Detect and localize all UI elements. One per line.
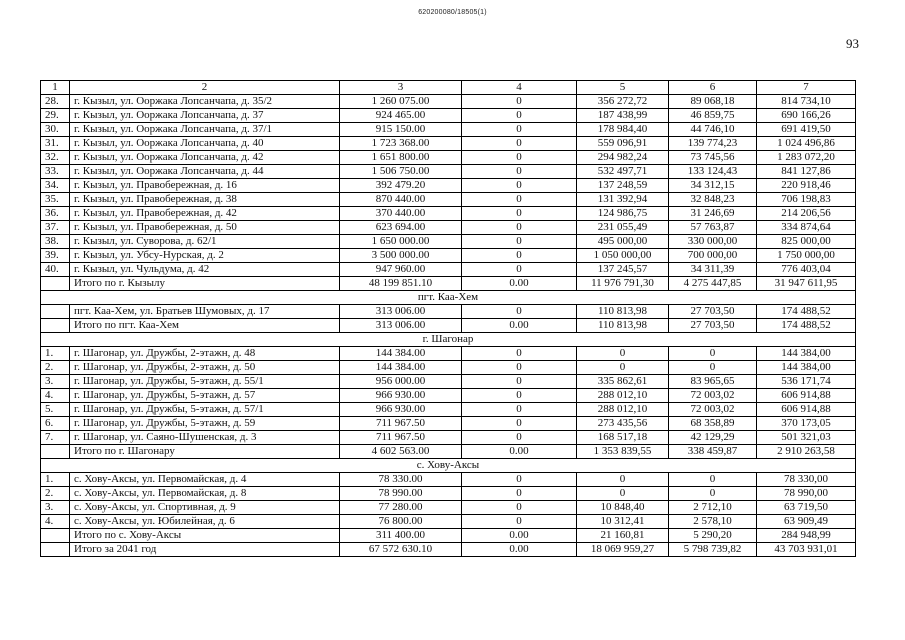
cell-region-share: 0 bbox=[577, 473, 669, 487]
column-header: 3 bbox=[340, 81, 462, 95]
cell-total-cost: 966 930.00 bbox=[340, 403, 462, 417]
cell-address: с. Хову-Аксы, ул. Спортивная, д. 9 bbox=[70, 501, 340, 515]
cell-owners-share: 776 403,04 bbox=[757, 263, 856, 277]
cell-address: г. Кызыл, ул. Суворова, д. 62/1 bbox=[70, 235, 340, 249]
cell-address: г. Кызыл, ул. Ооржака Лопсанчапа, д. 44 bbox=[70, 165, 340, 179]
cell-municipal-share: 72 003,02 bbox=[669, 389, 757, 403]
cell-address: г. Шагонар, ул. Дружбы, 2-этажн, д. 50 bbox=[70, 361, 340, 375]
cell-region-share: 187 438,99 bbox=[577, 109, 669, 123]
cell-number: 5. bbox=[41, 403, 70, 417]
cell-fund-share: 0 bbox=[462, 235, 577, 249]
section-row bbox=[41, 333, 856, 347]
cell-fund-share: 0 bbox=[462, 305, 577, 319]
table-row bbox=[41, 95, 856, 109]
cell-total-cost: 3 500 000.00 bbox=[340, 249, 462, 263]
cell-owners-share: 690 166,26 bbox=[757, 109, 856, 123]
cell-fund-share: 0 bbox=[462, 417, 577, 431]
cell-total-cost: 924 465.00 bbox=[340, 109, 462, 123]
cell-address: Итого по г. Шагонару bbox=[70, 445, 340, 459]
table-row bbox=[41, 207, 856, 221]
table-row bbox=[41, 375, 856, 389]
cell-owners-share: 370 173,05 bbox=[757, 417, 856, 431]
cell-owners-share: 841 127,86 bbox=[757, 165, 856, 179]
cell-owners-share: 536 171,74 bbox=[757, 375, 856, 389]
cell-total-cost: 144 384.00 bbox=[340, 347, 462, 361]
cell-address: г. Шагонар, ул. Дружбы, 5-этажн, д. 55/1 bbox=[70, 375, 340, 389]
cell-fund-share: 0 bbox=[462, 109, 577, 123]
cell-region-share: 335 862,61 bbox=[577, 375, 669, 389]
cell-fund-share: 0 bbox=[462, 193, 577, 207]
cell-owners-share: 825 000,00 bbox=[757, 235, 856, 249]
cell-fund-share: 0.00 bbox=[462, 529, 577, 543]
cell-owners-share: 144 384,00 bbox=[757, 361, 856, 375]
cell-fund-share: 0 bbox=[462, 165, 577, 179]
cell-number: 30. bbox=[41, 123, 70, 137]
cell-region-share: 137 248,59 bbox=[577, 179, 669, 193]
cell-owners-share: 691 419,50 bbox=[757, 123, 856, 137]
cell-total-cost: 370 440.00 bbox=[340, 207, 462, 221]
cell-address: Итого за 2041 год bbox=[70, 543, 340, 557]
cell-municipal-share: 0 bbox=[669, 361, 757, 375]
cell-number bbox=[41, 445, 70, 459]
cell-municipal-share: 27 703,50 bbox=[669, 305, 757, 319]
cell-region-share: 168 517,18 bbox=[577, 431, 669, 445]
cell-address: г. Кызыл, ул. Убсу-Нурская, д. 2 bbox=[70, 249, 340, 263]
cell-region-share: 356 272,72 bbox=[577, 95, 669, 109]
table-row bbox=[41, 501, 856, 515]
page-number: 93 bbox=[846, 36, 859, 51]
cell-region-share: 1 050 000,00 bbox=[577, 249, 669, 263]
cell-region-share: 559 096,91 bbox=[577, 137, 669, 151]
cell-total-cost: 1 506 750.00 bbox=[340, 165, 462, 179]
cell-owners-share: 144 384,00 bbox=[757, 347, 856, 361]
cell-municipal-share: 338 459,87 bbox=[669, 445, 757, 459]
cell-fund-share: 0.00 bbox=[462, 445, 577, 459]
table-row bbox=[41, 179, 856, 193]
cell-address: г. Шагонар, ул. Саяно-Шушенская, д. 3 bbox=[70, 431, 340, 445]
cell-total-cost: 78 330.00 bbox=[340, 473, 462, 487]
cell-total-cost: 78 990.00 bbox=[340, 487, 462, 501]
cell-region-share: 288 012,10 bbox=[577, 403, 669, 417]
cell-number: 35. bbox=[41, 193, 70, 207]
cell-region-share: 11 976 791,30 bbox=[577, 277, 669, 291]
cell-owners-share: 63 719,50 bbox=[757, 501, 856, 515]
cell-region-share: 10 312,41 bbox=[577, 515, 669, 529]
total-row bbox=[41, 277, 856, 291]
cell-region-share: 131 392,94 bbox=[577, 193, 669, 207]
cell-fund-share: 0 bbox=[462, 95, 577, 109]
cell-number: 1. bbox=[41, 473, 70, 487]
cell-region-share: 231 055,49 bbox=[577, 221, 669, 235]
total-row bbox=[41, 543, 856, 557]
cell-number: 7. bbox=[41, 431, 70, 445]
cell-address: г. Кызыл, ул. Правобережная, д. 38 bbox=[70, 193, 340, 207]
table-row bbox=[41, 263, 856, 277]
cell-number: 2. bbox=[41, 361, 70, 375]
cell-number bbox=[41, 305, 70, 319]
cell-address: г. Кызыл, ул. Правобережная, д. 16 bbox=[70, 179, 340, 193]
total-row bbox=[41, 319, 856, 333]
cell-address: с. Хову-Аксы, ул. Юбилейная, д. 6 bbox=[70, 515, 340, 529]
cell-owners-share: 1 283 072,20 bbox=[757, 151, 856, 165]
cell-municipal-share: 4 275 447,85 bbox=[669, 277, 757, 291]
cell-owners-share: 606 914,88 bbox=[757, 403, 856, 417]
cell-owners-share: 174 488,52 bbox=[757, 305, 856, 319]
table-row bbox=[41, 249, 856, 263]
cell-address: г. Шагонар, ул. Дружбы, 5-этажн, д. 57 bbox=[70, 389, 340, 403]
cell-fund-share: 0 bbox=[462, 375, 577, 389]
cell-municipal-share: 68 358,89 bbox=[669, 417, 757, 431]
cell-owners-share: 78 990,00 bbox=[757, 487, 856, 501]
cell-number: 32. bbox=[41, 151, 70, 165]
cell-address: с. Хову-Аксы, ул. Первомайская, д. 8 bbox=[70, 487, 340, 501]
cell-owners-share: 501 321,03 bbox=[757, 431, 856, 445]
cell-region-share: 0 bbox=[577, 361, 669, 375]
cell-owners-share: 334 874,64 bbox=[757, 221, 856, 235]
cell-total-cost: 1 650 000.00 bbox=[340, 235, 462, 249]
cell-number: 4. bbox=[41, 389, 70, 403]
cell-fund-share: 0 bbox=[462, 221, 577, 235]
cell-fund-share: 0.00 bbox=[462, 319, 577, 333]
cell-address: г. Кызыл, ул. Ооржака Лопсанчапа, д. 42 bbox=[70, 151, 340, 165]
cell-municipal-share: 42 129,29 bbox=[669, 431, 757, 445]
cell-region-share: 0 bbox=[577, 487, 669, 501]
table-row bbox=[41, 151, 856, 165]
cell-address: г. Кызыл, ул. Правобережная, д. 50 bbox=[70, 221, 340, 235]
cell-region-share: 495 000,00 bbox=[577, 235, 669, 249]
cell-number: 1. bbox=[41, 347, 70, 361]
cell-total-cost: 1 260 075.00 bbox=[340, 95, 462, 109]
cell-address: г. Кызыл, ул. Чульдума, д. 42 bbox=[70, 263, 340, 277]
table-row bbox=[41, 473, 856, 487]
cell-region-share: 10 848,40 bbox=[577, 501, 669, 515]
cell-municipal-share: 133 124,43 bbox=[669, 165, 757, 179]
cell-address: г. Кызыл, ул. Правобережная, д. 42 bbox=[70, 207, 340, 221]
cell-municipal-share: 330 000,00 bbox=[669, 235, 757, 249]
table-row bbox=[41, 389, 856, 403]
cell-fund-share: 0 bbox=[462, 403, 577, 417]
cell-number bbox=[41, 543, 70, 557]
column-header: 4 bbox=[462, 81, 577, 95]
cell-number: 3. bbox=[41, 375, 70, 389]
cell-number: 37. bbox=[41, 221, 70, 235]
table-row bbox=[41, 361, 856, 375]
cell-total-cost: 956 000.00 bbox=[340, 375, 462, 389]
document-id: 620200080/18505(1) bbox=[418, 9, 487, 16]
table-row bbox=[41, 431, 856, 445]
cell-municipal-share: 57 763,87 bbox=[669, 221, 757, 235]
cell-municipal-share: 5 290,20 bbox=[669, 529, 757, 543]
section-row bbox=[41, 291, 856, 305]
cell-municipal-share: 0 bbox=[669, 473, 757, 487]
cell-municipal-share: 73 745,56 bbox=[669, 151, 757, 165]
cell-number: 33. bbox=[41, 165, 70, 179]
cell-fund-share: 0 bbox=[462, 431, 577, 445]
cell-municipal-share: 139 774,23 bbox=[669, 137, 757, 151]
cell-owners-share: 814 734,10 bbox=[757, 95, 856, 109]
cell-fund-share: 0.00 bbox=[462, 277, 577, 291]
cell-number: 28. bbox=[41, 95, 70, 109]
column-header: 5 bbox=[577, 81, 669, 95]
total-row bbox=[41, 445, 856, 459]
cell-owners-share: 2 910 263,58 bbox=[757, 445, 856, 459]
cell-fund-share: 0 bbox=[462, 347, 577, 361]
cell-region-share: 178 984,40 bbox=[577, 123, 669, 137]
table-row bbox=[41, 487, 856, 501]
cell-number bbox=[41, 319, 70, 333]
cell-fund-share: 0 bbox=[462, 473, 577, 487]
cell-region-share: 137 245,57 bbox=[577, 263, 669, 277]
cell-fund-share: 0 bbox=[462, 207, 577, 221]
cell-owners-share: 284 948,99 bbox=[757, 529, 856, 543]
cell-fund-share: 0.00 bbox=[462, 543, 577, 557]
cell-fund-share: 0 bbox=[462, 123, 577, 137]
cell-number: 40. bbox=[41, 263, 70, 277]
cell-municipal-share: 0 bbox=[669, 487, 757, 501]
cell-municipal-share: 83 965,65 bbox=[669, 375, 757, 389]
cell-number: 4. bbox=[41, 515, 70, 529]
cell-address: пгт. Каа-Хем, ул. Братьев Шумовых, д. 17 bbox=[70, 305, 340, 319]
cell-municipal-share: 27 703,50 bbox=[669, 319, 757, 333]
cell-total-cost: 77 280.00 bbox=[340, 501, 462, 515]
cell-region-share: 532 497,71 bbox=[577, 165, 669, 179]
cell-address: г. Кызыл, ул. Ооржака Лопсанчапа, д. 37/1 bbox=[70, 123, 340, 137]
total-row bbox=[41, 529, 856, 543]
cell-owners-share: 606 914,88 bbox=[757, 389, 856, 403]
cell-total-cost: 966 930.00 bbox=[340, 389, 462, 403]
table-row bbox=[41, 347, 856, 361]
cell-region-share: 110 813,98 bbox=[577, 305, 669, 319]
cell-total-cost: 67 572 630.10 bbox=[340, 543, 462, 557]
cell-region-share: 18 069 959,27 bbox=[577, 543, 669, 557]
section-title: с. Хову-Аксы bbox=[41, 459, 856, 473]
table-header-row bbox=[41, 81, 856, 95]
cell-address: г. Кызыл, ул. Ооржака Лопсанчапа, д. 37 bbox=[70, 109, 340, 123]
table-row bbox=[41, 123, 856, 137]
cell-owners-share: 706 198,83 bbox=[757, 193, 856, 207]
cell-municipal-share: 72 003,02 bbox=[669, 403, 757, 417]
cell-fund-share: 0 bbox=[462, 179, 577, 193]
cell-municipal-share: 34 311,39 bbox=[669, 263, 757, 277]
table-row bbox=[41, 193, 856, 207]
cell-owners-share: 174 488,52 bbox=[757, 319, 856, 333]
housing-repair-table bbox=[40, 80, 856, 557]
cell-address: Итого по пгт. Каа-Хем bbox=[70, 319, 340, 333]
cell-municipal-share: 89 068,18 bbox=[669, 95, 757, 109]
cell-municipal-share: 0 bbox=[669, 347, 757, 361]
cell-fund-share: 0 bbox=[462, 515, 577, 529]
cell-fund-share: 0 bbox=[462, 501, 577, 515]
cell-total-cost: 711 967.50 bbox=[340, 431, 462, 445]
cell-total-cost: 48 199 851.10 bbox=[340, 277, 462, 291]
cell-region-share: 273 435,56 bbox=[577, 417, 669, 431]
cell-owners-share: 1 750 000,00 bbox=[757, 249, 856, 263]
table-row bbox=[41, 235, 856, 249]
cell-region-share: 294 982,24 bbox=[577, 151, 669, 165]
section-title: г. Шагонар bbox=[41, 333, 856, 347]
column-header: 1 bbox=[41, 81, 70, 95]
column-header: 2 bbox=[70, 81, 340, 95]
cell-municipal-share: 5 798 739,82 bbox=[669, 543, 757, 557]
cell-region-share: 288 012,10 bbox=[577, 389, 669, 403]
cell-municipal-share: 32 848,23 bbox=[669, 193, 757, 207]
table-row bbox=[41, 403, 856, 417]
cell-region-share: 21 160,81 bbox=[577, 529, 669, 543]
section-title: пгт. Каа-Хем bbox=[41, 291, 856, 305]
cell-owners-share: 214 206,56 bbox=[757, 207, 856, 221]
cell-municipal-share: 46 859,75 bbox=[669, 109, 757, 123]
cell-fund-share: 0 bbox=[462, 389, 577, 403]
cell-address: г. Шагонар, ул. Дружбы, 5-этажн, д. 59 bbox=[70, 417, 340, 431]
cell-total-cost: 870 440.00 bbox=[340, 193, 462, 207]
cell-region-share: 110 813,98 bbox=[577, 319, 669, 333]
cell-total-cost: 1 651 800.00 bbox=[340, 151, 462, 165]
cell-owners-share: 63 909,49 bbox=[757, 515, 856, 529]
cell-address: г. Шагонар, ул. Дружбы, 5-этажн, д. 57/1 bbox=[70, 403, 340, 417]
cell-owners-share: 43 703 931,01 bbox=[757, 543, 856, 557]
cell-total-cost: 711 967.50 bbox=[340, 417, 462, 431]
table-row bbox=[41, 515, 856, 529]
cell-number: 36. bbox=[41, 207, 70, 221]
table-row bbox=[41, 417, 856, 431]
cell-municipal-share: 2 712,10 bbox=[669, 501, 757, 515]
cell-total-cost: 4 602 563.00 bbox=[340, 445, 462, 459]
cell-owners-share: 31 947 611,95 bbox=[757, 277, 856, 291]
cell-municipal-share: 2 578,10 bbox=[669, 515, 757, 529]
cell-number: 31. bbox=[41, 137, 70, 151]
cell-address: г. Шагонар, ул. Дружбы, 2-этажн, д. 48 bbox=[70, 347, 340, 361]
table-row bbox=[41, 305, 856, 319]
column-header: 7 bbox=[757, 81, 856, 95]
cell-number: 2. bbox=[41, 487, 70, 501]
cell-municipal-share: 34 312,15 bbox=[669, 179, 757, 193]
cell-number: 6. bbox=[41, 417, 70, 431]
cell-address: г. Кызыл, ул. Ооржака Лопсанчапа, д. 40 bbox=[70, 137, 340, 151]
table-row bbox=[41, 165, 856, 179]
cell-owners-share: 220 918,46 bbox=[757, 179, 856, 193]
cell-total-cost: 313 006.00 bbox=[340, 319, 462, 333]
section-row bbox=[41, 459, 856, 473]
cell-fund-share: 0 bbox=[462, 249, 577, 263]
cell-total-cost: 311 400.00 bbox=[340, 529, 462, 543]
cell-total-cost: 76 800.00 bbox=[340, 515, 462, 529]
cell-number: 3. bbox=[41, 501, 70, 515]
cell-total-cost: 313 006.00 bbox=[340, 305, 462, 319]
cell-total-cost: 623 694.00 bbox=[340, 221, 462, 235]
cell-address: г. Кызыл, ул. Ооржака Лопсанчапа, д. 35/2 bbox=[70, 95, 340, 109]
cell-region-share: 1 353 839,55 bbox=[577, 445, 669, 459]
cell-municipal-share: 31 246,69 bbox=[669, 207, 757, 221]
cell-total-cost: 144 384.00 bbox=[340, 361, 462, 375]
cell-municipal-share: 44 746,10 bbox=[669, 123, 757, 137]
cell-region-share: 124 986,75 bbox=[577, 207, 669, 221]
cell-fund-share: 0 bbox=[462, 263, 577, 277]
cell-total-cost: 915 150.00 bbox=[340, 123, 462, 137]
cell-number: 34. bbox=[41, 179, 70, 193]
cell-number: 38. bbox=[41, 235, 70, 249]
cell-fund-share: 0 bbox=[462, 361, 577, 375]
cell-address: Итого по г. Кызылу bbox=[70, 277, 340, 291]
cell-address: Итого по с. Хову-Аксы bbox=[70, 529, 340, 543]
cell-fund-share: 0 bbox=[462, 137, 577, 151]
table-row bbox=[41, 221, 856, 235]
cell-number: 29. bbox=[41, 109, 70, 123]
cell-total-cost: 947 960.00 bbox=[340, 263, 462, 277]
cell-owners-share: 78 330,00 bbox=[757, 473, 856, 487]
table-row bbox=[41, 137, 856, 151]
cell-owners-share: 1 024 496,86 bbox=[757, 137, 856, 151]
cell-municipal-share: 700 000,00 bbox=[669, 249, 757, 263]
cell-address: с. Хову-Аксы, ул. Первомайская, д. 4 bbox=[70, 473, 340, 487]
cell-total-cost: 1 723 368.00 bbox=[340, 137, 462, 151]
cell-number bbox=[41, 277, 70, 291]
cell-fund-share: 0 bbox=[462, 151, 577, 165]
cell-region-share: 0 bbox=[577, 347, 669, 361]
column-header: 6 bbox=[669, 81, 757, 95]
cell-number bbox=[41, 529, 70, 543]
cell-number: 39. bbox=[41, 249, 70, 263]
cell-total-cost: 392 479.20 bbox=[340, 179, 462, 193]
table-row bbox=[41, 109, 856, 123]
cell-fund-share: 0 bbox=[462, 487, 577, 501]
